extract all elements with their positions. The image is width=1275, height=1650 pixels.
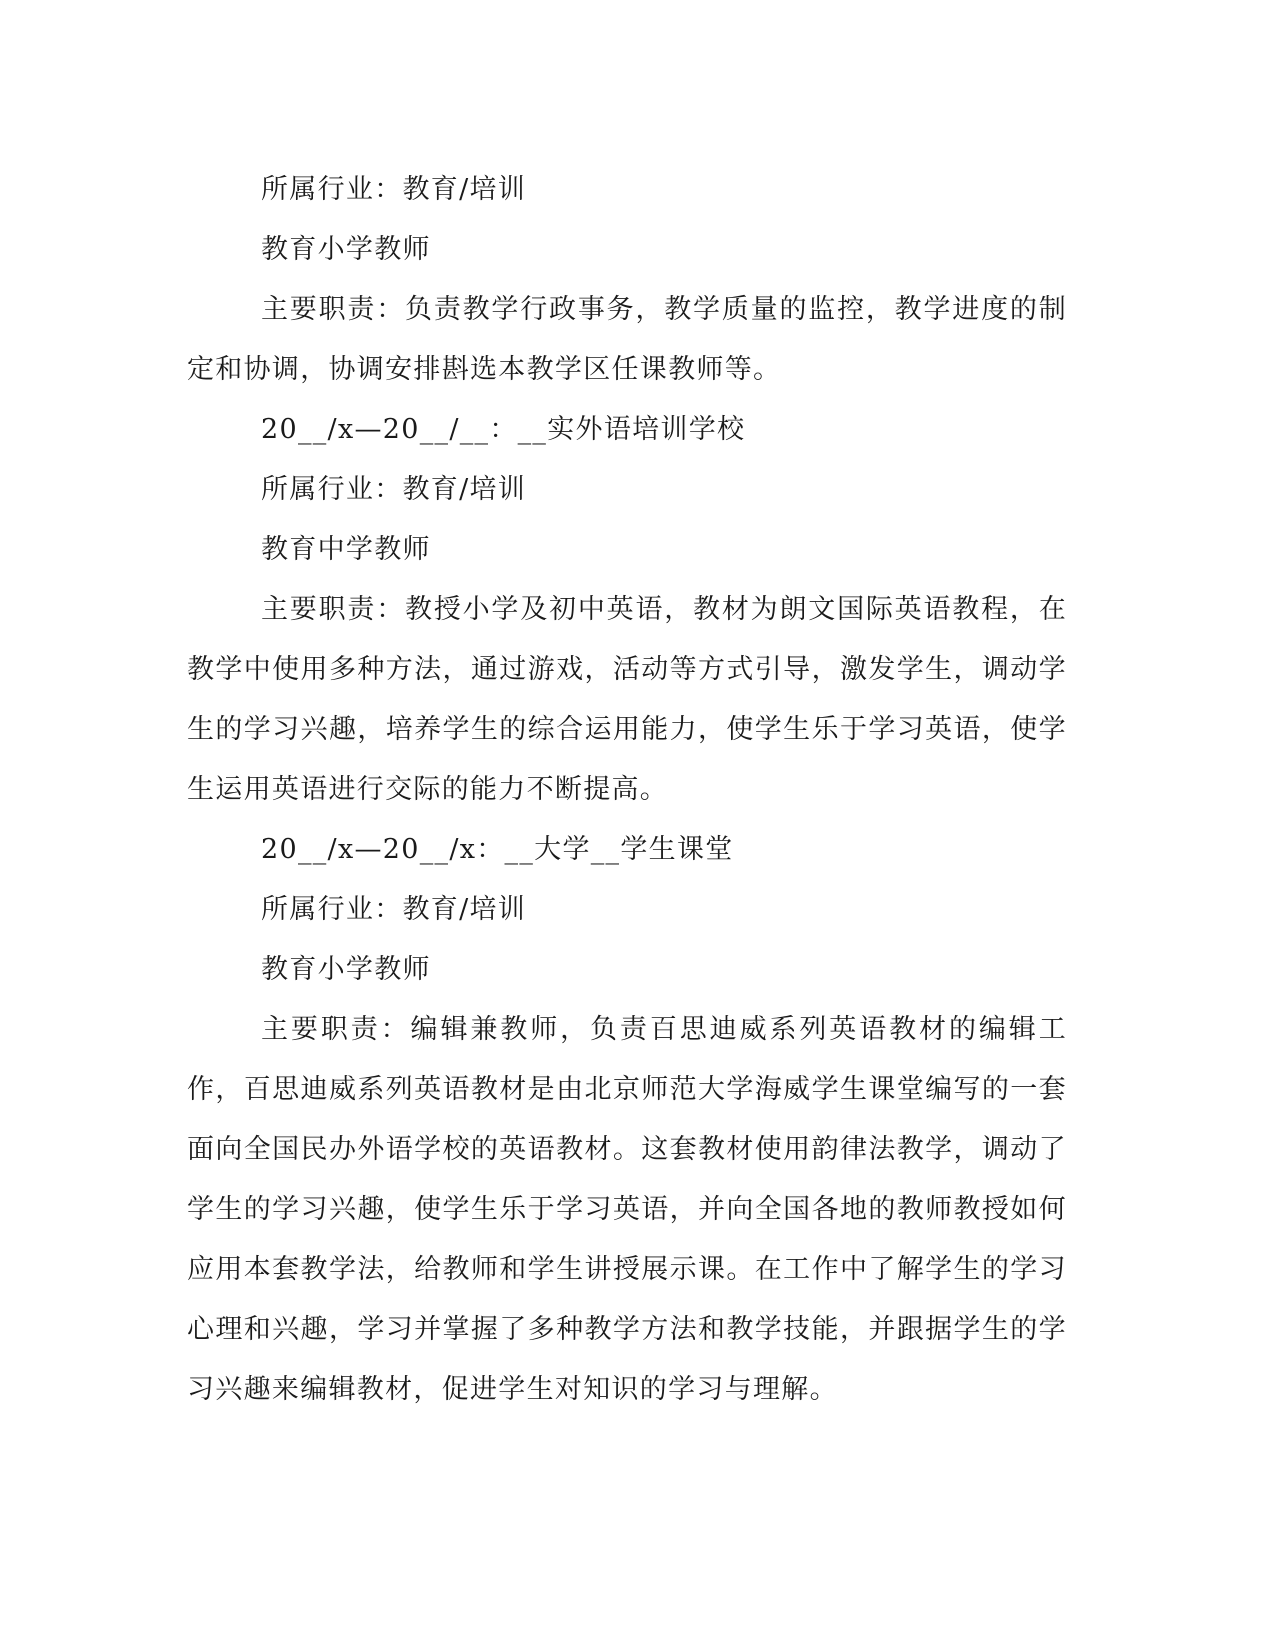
duties-paragraph: 主要职责：教授小学及初中英语，教材为朗文国际英语教程，在教学中使用多种方法，通过游戏，活动等方式引导，激发学生，调动学生的学习兴趣，培养学生的综合运用能力，使学生乐于学习英语，使学生运用英语进行交际的能力不断提高。 — [187, 594, 1067, 805]
employment-period-line: 20__/x—20__/__：__实外语培训学校 — [261, 414, 746, 445]
industry-line: 所属行业：教育/培训 — [261, 894, 527, 925]
duties-paragraph: 主要职责：负责教学行政事务，教学质量的监控，教学进度的制定和协调，协调安排斟选本教学区任课教师等。 — [187, 294, 1067, 385]
position-line: 教育小学教师 — [261, 234, 431, 265]
duties-paragraph: 主要职责：编辑兼教师，负责百思迪威系列英语教材的编辑工作，百思迪威系列英语教材是由北京师范大学海威学生课堂编写的一套面向全国民办外语学校的英语教材。这套教材使用韵律法教学，调动了学生的学习兴趣，使学生乐于学习英语，并向全国各地的教师教授如何应用本套教学法，给教师和学生讲授展示课。在工作中了解学生的学习心理和兴趣，学习并掌握了多种教学方法和教学技能，并跟据学生的学习兴趣来编辑教材，促进学生对知识的学习与理解。 — [187, 1014, 1067, 1405]
document-body — [187, 160, 1067, 1420]
employment-period-line: 20__/x—20__/x：__大学__学生课堂 — [261, 834, 734, 865]
position-line: 教育中学教师 — [261, 534, 431, 565]
position-line: 教育小学教师 — [261, 954, 431, 985]
industry-line: 所属行业：教育/培训 — [261, 174, 527, 205]
industry-line: 所属行业：教育/培训 — [261, 474, 527, 505]
